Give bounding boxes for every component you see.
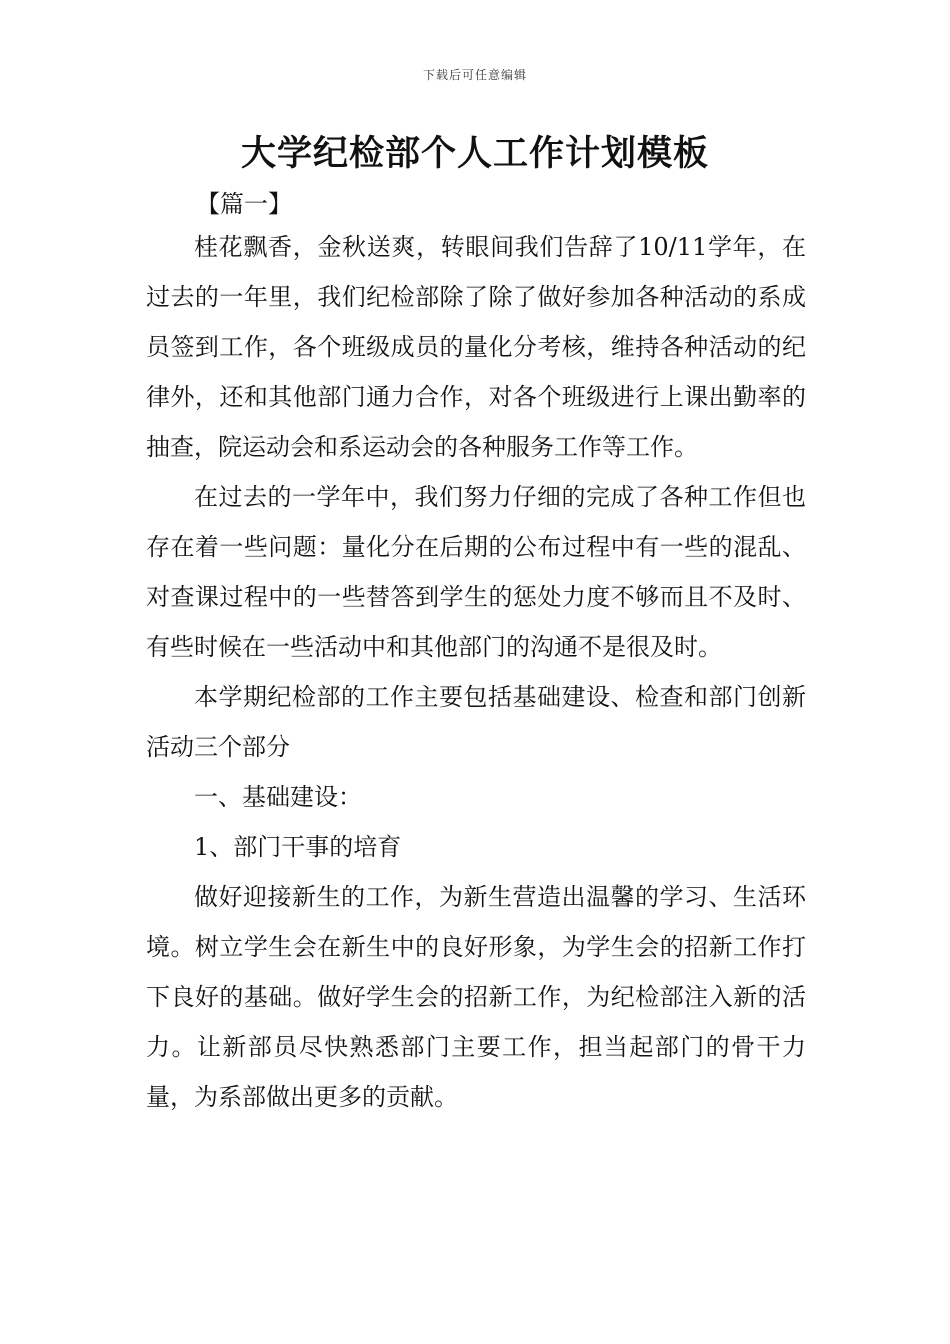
subheading-staff-training: 1、部门干事的培育	[194, 833, 402, 861]
paragraph: 桂花飘香，金秋送爽，转眼间我们告辞了10/11学年，在过去的一年里，我们纪检部除了除了做好参加各种活动的系成员签到工作，各个班级成员的量化分考核，维持各种活动的纪律外，还和其他部门通力合作，对各个班级进行上课出勤率的抽查，院运动会和系运动会的各种服务工作等工作。	[146, 233, 806, 461]
document-title: 大学纪检部个人工作计划模板	[240, 134, 709, 174]
document-body	[146, 222, 806, 1122]
heading-basic-construction: 一、基础建设：	[194, 783, 362, 811]
section-label: 【篇一】	[196, 190, 292, 218]
paragraph: 做好迎接新生的工作，为新生营造出温馨的学习、生活环境。树立学生会在新生中的良好形象，为学生会的招新工作打下良好的基础。做好学生会的招新工作，为纪检部注入新的活力。让新部员尽快熟悉部门主要工作，担当起部门的骨干力量，为系部做出更多的贡献。	[146, 883, 806, 1111]
header-note: 下载后可任意编辑	[422, 68, 527, 82]
paragraph: 本学期纪检部的工作主要包括基础建设、检查和部门创新活动三个部分	[146, 683, 806, 761]
paragraph: 在过去的一学年中，我们努力仔细的完成了各种工作但也存在着一些问题：量化分在后期的公布过程中有一些的混乱、对查课过程中的一些替答到学生的惩处力度不够而且不及时、有些时候在一些活动中和其他部门的沟通不是很及时。	[146, 483, 806, 661]
